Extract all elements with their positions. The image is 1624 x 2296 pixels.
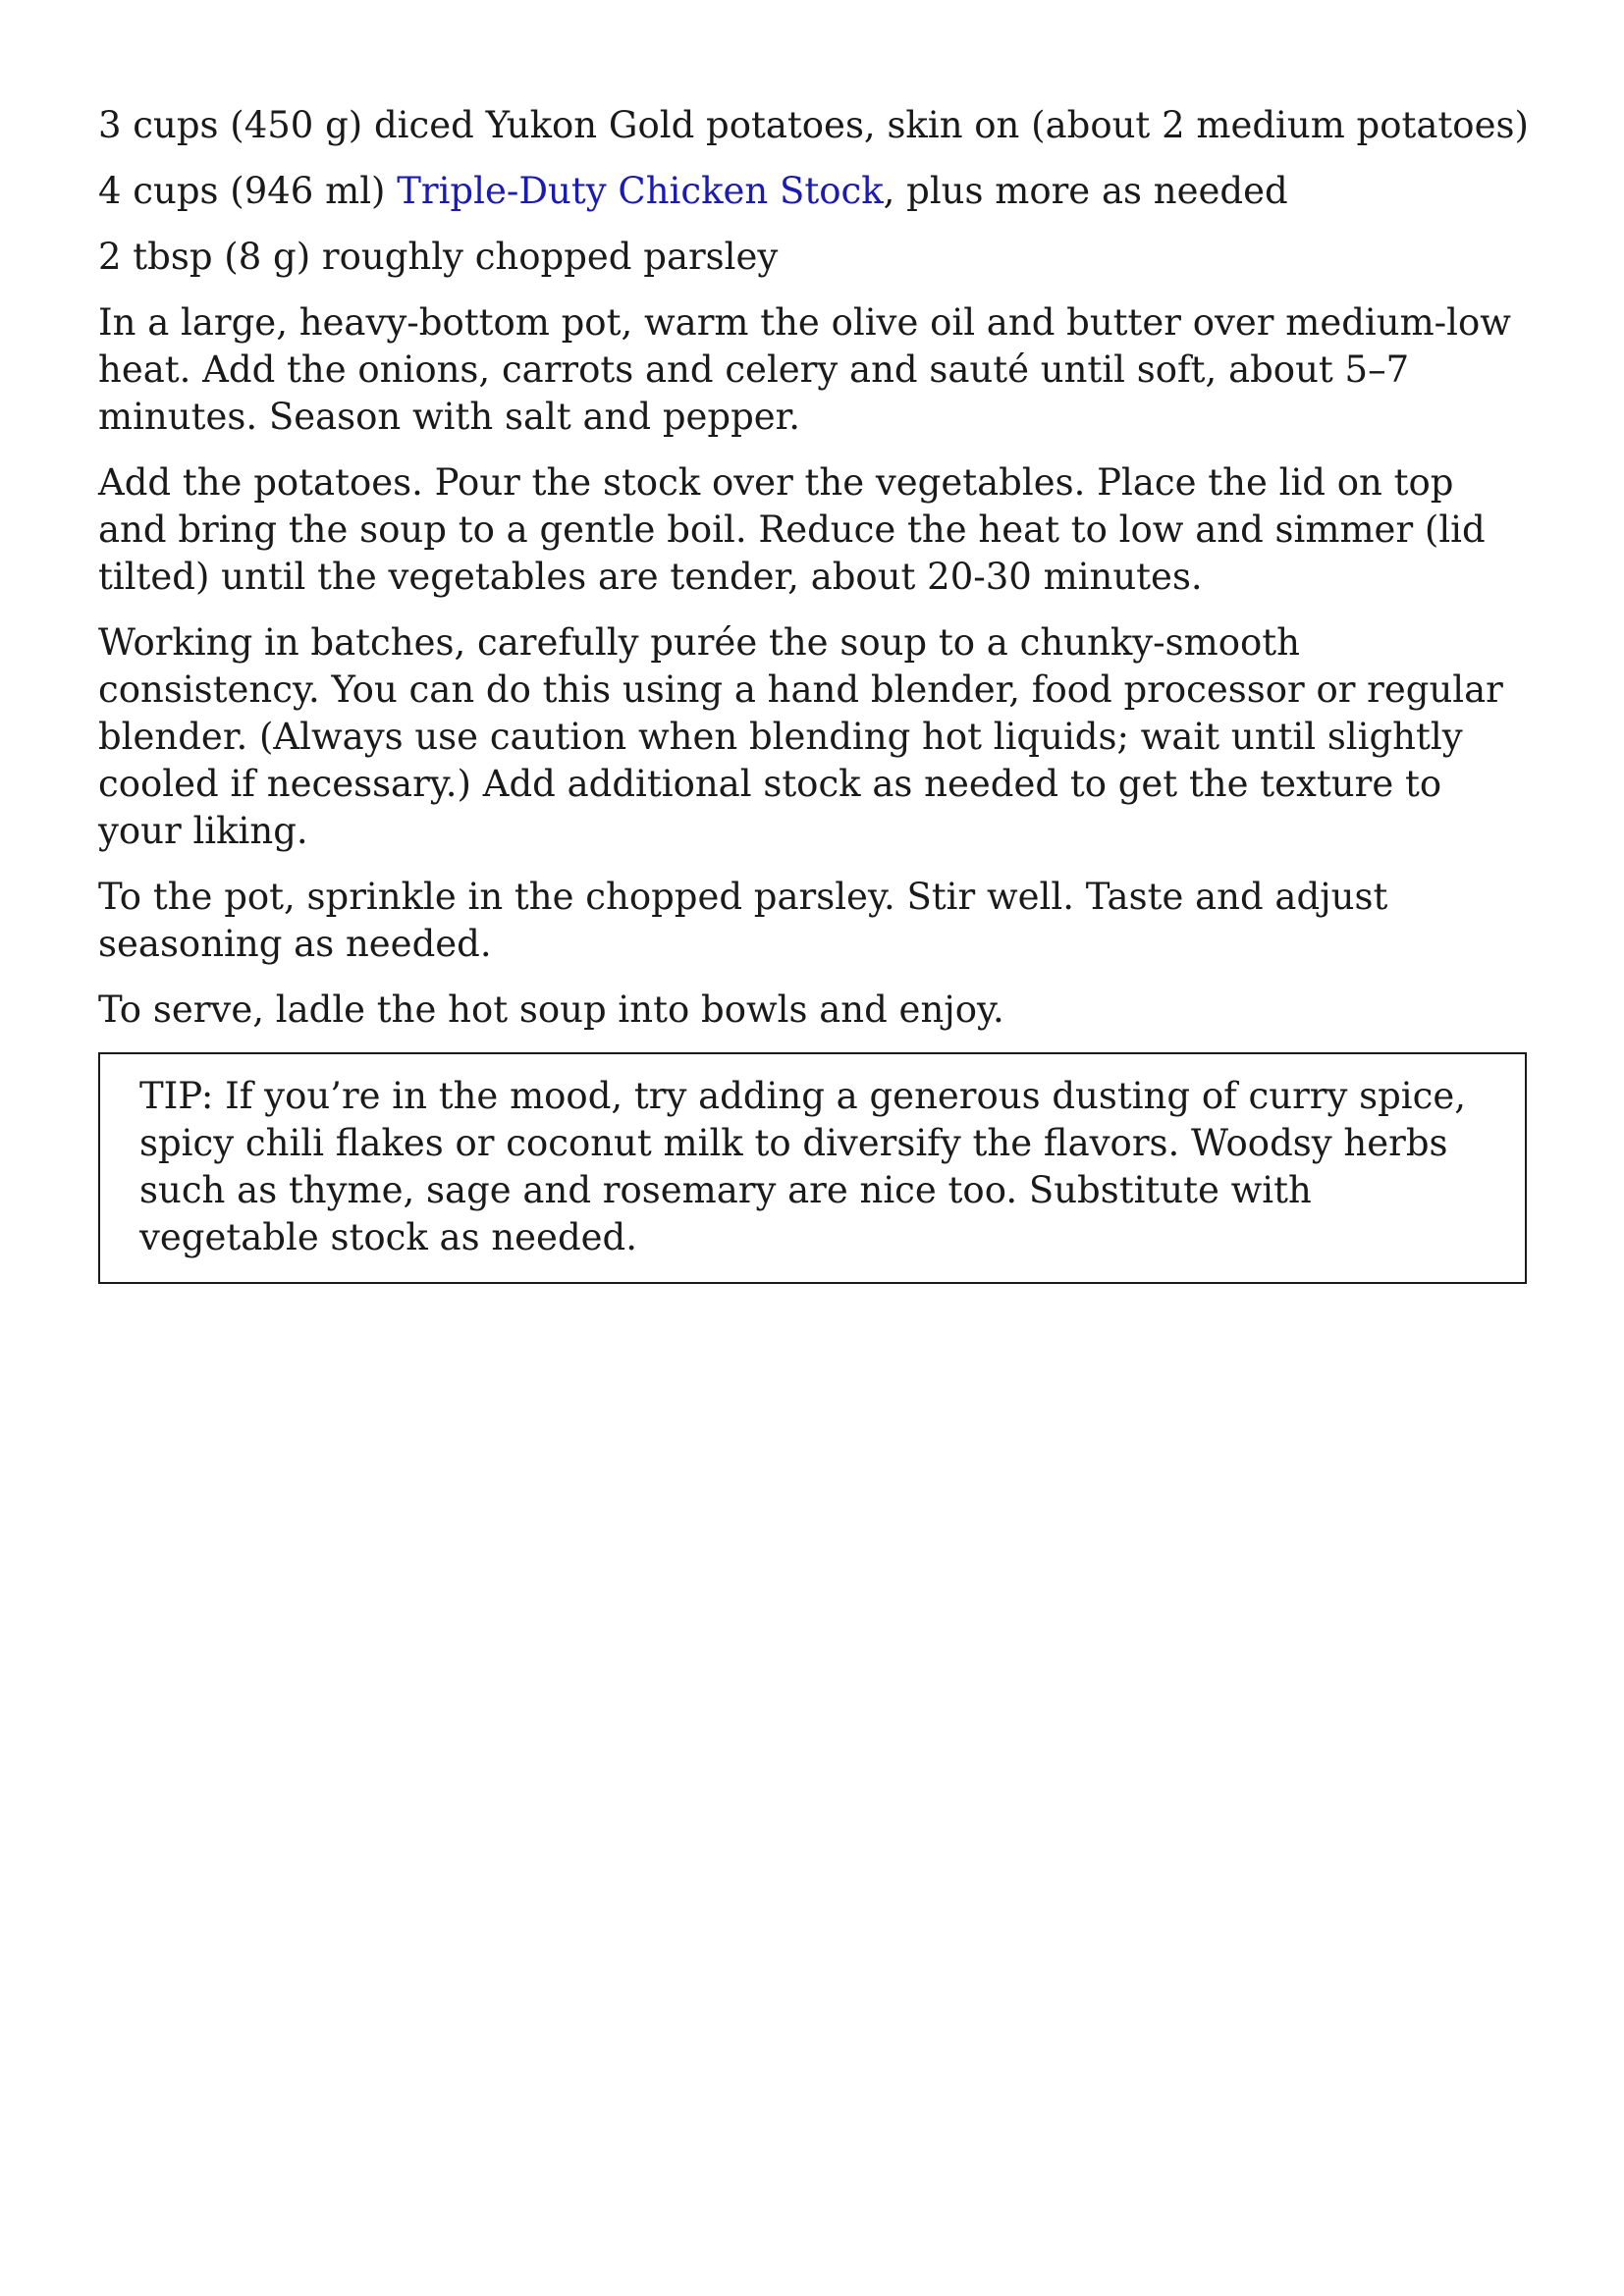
- step-4: To the pot, sprinkle in the chopped parsley. Stir well. Taste and adjust seasoning as needed.: [98, 876, 1388, 965]
- ingredient-text: 4 cups (946 ml): [98, 170, 398, 212]
- ingredient-potatoes: [98, 102, 1527, 149]
- tip-box: [98, 1052, 1527, 1284]
- ingredient-text: 2 tbsp (8 g) roughly chopped parsley: [98, 236, 779, 278]
- ingredient-text-after: , plus more as needed: [883, 170, 1288, 212]
- step-3: Working in batches, carefully purée the soup to a chunky-smooth consistency. You can do this using a hand blender, food processor or regular blender. (Always use caution when blending hot liquids; wait until slightly cooled if necessary.) Add additional stock as needed to get the texture to your liking.: [98, 621, 1503, 852]
- tip-text: TIP: If you’re in the mood, try adding a generous dusting of curry spice, spicy chili flakes or coconut milk to diversify the flavors. Woodsy herbs such as thyme, sage and rosemary are nice too. Substitute with vegetable stock as needed.: [139, 1075, 1467, 1258]
- ingredient-parsley: [98, 234, 1527, 281]
- step-1: In a large, heavy-bottom pot, warm the olive oil and butter over medium-low heat. Add the onions, carrots and celery and sauté until soft, about 5–7 minutes. Season with salt and pepper.: [98, 301, 1511, 438]
- step-2: Add the potatoes. Pour the stock over the vegetables. Place the lid on top and bring the soup to a gentle boil. Reduce the heat to low and simmer (lid tilted) until the vegetables are tender, about 20-30 minutes.: [98, 461, 1486, 598]
- ingredient-text: 3 cups (450 g) diced Yukon Gold potatoes, skin on (about 2 medium potatoes): [98, 104, 1529, 146]
- step-5: To serve, ladle the hot soup into bowls and enjoy.: [98, 988, 1004, 1031]
- chicken-stock-link[interactable]: Triple-Duty Chicken Stock: [397, 170, 884, 212]
- ingredient-stock: [98, 168, 1527, 215]
- recipe-page: [98, 102, 1527, 1284]
